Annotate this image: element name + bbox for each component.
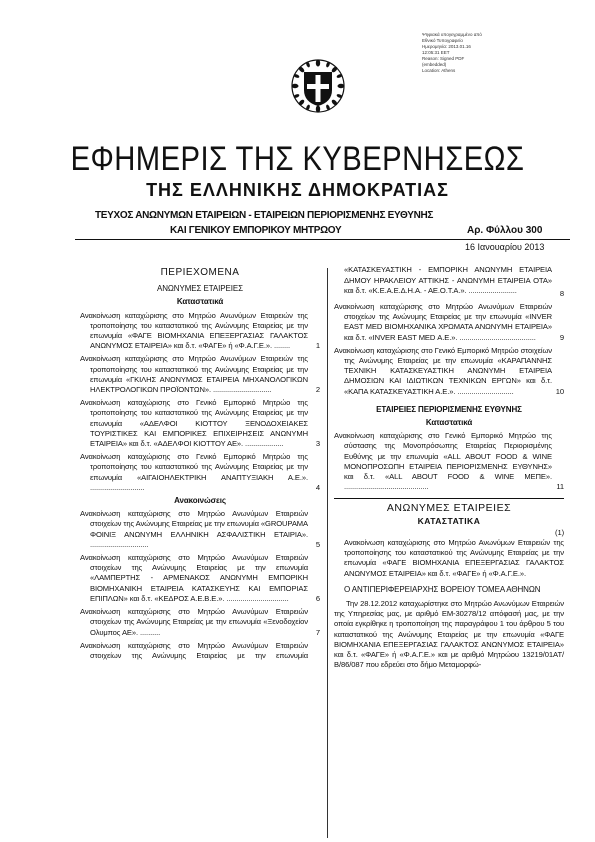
toc-ltd-statutes-heading: Καταστατικά [425,418,473,428]
sheet-number: Αρ. Φύλλου 300 [467,225,543,236]
toc-statutes-heading: Καταστατικά [176,297,224,307]
toc-announcements-heading: Ανακοινώσεις [174,496,226,506]
section-title: ΑΝΩΝΥΜΕΣ ΕΤΑΙΡΕΙΕΣ [386,502,512,515]
item-number: (1) [555,527,564,537]
toc-ltd-heading: ΕΤΑΙΡΕΙΕΣ ΠΕΡΙΟΡΙΣΜΕΝΗΣ ΕΥΘΥΝΗΣ [376,404,522,414]
section-subtitle: ΚΑΤΑΣΤΑΤΙΚΑ [417,515,481,526]
toc-entry-partial[interactable]: Ανακοίνωση καταχώρισης στο Μητρώο Ανωνύμων Εταιρειών στοιχείων της Ανώνυμης Εταιρείας με την επωνυμία [80,640,308,660]
coat-of-arms-emblem [290,58,346,114]
toc-entry[interactable]: Ανακοίνωση καταχώρισης στο Μητρώο Ανωνύμων Εταιρειών της τροποποίησης του καταστατικού της Ανώνυμης Εταιρείας με την επωνυμία «ΦΑΓΕ ΒΙΟΜΗΧΑΝΙΑ ΕΠΕΞΕΡΓΑΣΙΑΣ ΓΑΛΑΚΤΟΣ ΑΝΩΝΥΜΟΣ ΕΤΑΙΡΕΙΑ» και δ.τ. «ΦΑΓΕ» ή «Φ.Α.Γ.Ε.». ........ 1 [80,310,320,351]
authority-heading: Ο ΑΝΤΙΠΕΡΙΦΕΡΕΙΑΡΧΗΣ ΒΟΡΕΙΟΥ ΤΟΜΕΑ ΑΘΗΝΩΝ [344,584,541,594]
toc-entry[interactable]: Ανακοίνωση καταχώρισης στο Γενικό Εμπορικό Μητρώο της τροποποίησης του καταστατικού της Ανώνυμης Εταιρείας με την επωνυμία «ΑΔΕΛΦΟΙ ΚΙΟΤΤΟΥ ΞΕΝΟΔΟΧΕΙΑΚΕΣ ΤΟΥΡΙΣΤΙΚΕΣ ΚΑΙ ΕΜΠΟΡΙΚΕΣ ΕΠΙΧΕΙΡΗΣΕΙΣ ΑΝΩΝΥΜΗ ΕΤΑΙΡΕΙΑ» και δ.τ. «ΑΔΕΛΦΟΙ ΚΙΟΤΤΟΥ ΑΕ». ................... 3 [80,398,320,449]
issue-date: 16 Ιανουαρίου 2013 [465,242,545,252]
toc-title: ΠΕΡΙΕΧΟΜΕΝΑ [160,267,240,278]
toc-entry[interactable]: Ανακοίνωση καταχώρισης στο Γενικό Εμπορικό Μητρώο στοιχείων της Ανώνυμης Εταιρείας με την επωνυμία «ΚΑΡΑΠΑΝΝΗΣ ΤΕΧΝΙΚΗ ΚΑΤΑΣΚΕΥΑΣΤΙΚΗ ΑΝΩΝΥΜΗ ΕΤΑΙΡΕΙΑ ΔΗΜΟΣΙΩΝ ΚΑΙ ΙΔΙΩΤΙΚΩΝ ΤΕΧΝΙΚΩΝ ΕΡΓΩΝ» και δ.τ. «ΚΑΠΑ ΚΑΤΑΣΚΕΥΑΣΤΙΚΗ Α.Ε.». ............................ 10 [334,345,564,396]
right-column [334,267,564,673]
toc-entry[interactable]: Ανακοίνωση καταχώρισης στο Μητρώο Ανωνύμων Εταιρειών στοιχείων της Ανώνυμης Εταιρείας με την επωνυμία «INVER EAST MED ΒΙΟΜΗΧΑΝΙΚΑ ΧΡΩΜΑΤΑ ΑΝΩΝΥΜΗ ΕΤΑΙΡΕΙΑ» και δ.τ. «INVER EAST MED Α.Ε.». ...................................... 9 [334,302,564,342]
gazette-subtitle: ΤΗΣ ΕΛΛΗΝΙΚΗΣ ΔΗΜΟΚΡΑΤΙΑΣ [146,180,449,200]
toc-sa-heading: ΑΝΩΝΥΜΕΣ ΕΤΑΙΡΕΙΕΣ [157,284,243,294]
header-rule [75,239,570,240]
toc-entry-continued[interactable]: «ΚΑΤΑΣΚΕΥΑΣΤΙΚΗ - ΕΜΠΟΡΙΚΗ ΑΝΩΝΥΜΗ ΕΤΑΙΡΕΙΑ ΔΗΜΟΥ ΗΡΑΚΛΕΙΟΥ ΑΤΤΙΚΗΣ - ΑΝΩΝΥΜΗ ΕΤΑΙΡΕΙΑ ΟΤΑ» και δ.τ. «Κ.Ε.Α.Ε.Δ.Η.Α. - ΑΕ.Ο.Τ.Α.». ........................ 8 [344,267,564,298]
body-paragraph: Την 28.12.2012 καταχωρίστηκε στο Μητρώο Ανωνύμων Εταιρειών της Υπηρεσίας μας, με αριθμό ΕΜ-30278/12 απόφασή μας, με την οποία εγκρίθηκε η τροποποίηση της παραγράφου 1 του άρθρου 5 του καταστατικού της Ανώνυμης Εταιρείας με την επωνυμία «ΦΑΓΕ ΒΙΟΜΗΧΑΝΙΑ ΕΠΕΞΕΡΓΑΣΙΑΣ ΓΑΛΑΚΤΟΣ ΑΝΩΝΥΜΟΣ ΕΤΑΙΡΕΙΑ» και δ.τ. «ΦΑΓΕ» ή «Φ.Α.Γ.Ε.» και με αριθμό Μητρώου 13219/01ΑΤ/Β/86/087 που εδρεύει στο δήμο Μεταμορφώ- [334,599,564,670]
toc-entry[interactable]: Ανακοίνωση καταχώρισης στο Μητρώο Ανωνύμων Εταιρειών στοιχείων της Ανώνυμης Εταιρείας με την επωνυμία «ΛΑΜΠΕΡΤΗΣ - ΑΡΜΕΝΑΚΟΣ ΑΝΩΝΥΜΗ ΕΜΠΟΡΙΚΗ ΒΙΟΜΗΧΑΝΙΚΗ ΕΤΑΙΡΕΙΑ ΚΑΤΑΣΚΕΥΗΣ ΚΑΙ ΕΜΠΟΡΙΑΣ ΕΠΙΠΛΩΝ» και δ.τ. «ΚΕΔΡΟΣ Α.Ε.Β.Ε.». ............................... 6 [80,553,320,603]
toc-left-column [80,268,320,666]
issue-type-line2: ΚΑΙ ΓΕΝΙΚΟΥ ΕΜΠΟΡΙΚΟΥ ΜΗΤΡΩΟΥ [170,225,342,236]
column-divider [327,268,328,838]
gazette-title: ΕΦΗΜΕΡΙΣ ΤΗΣ ΚΥΒΕΡΝΗΣΕΩΣ [70,140,525,178]
toc-entry[interactable]: Ανακοίνωση καταχώρισης στο Γενικό Εμπορικό Μητρώο της σύστασης της Μονοπρόσωπης Εταιρείας Περιορισμένης Ευθύνης με την επωνυμία «ALL ABOUT FOOD & WINE ΜΟΝΟΠΡΟΣΩΠΗ ΕΤΑΙΡΕΙΑ ΠΕΡΙΟΡΙΣΜΕΝΗΣ ΕΥΘΥΝΗΣ» και δ.τ. «ALL ABOUT FOOD & WINE ΜΕΠΕ». .......................................... 11 [334,431,564,492]
toc-entry[interactable]: Ανακοίνωση καταχώρισης στο Μητρώο Ανωνύμων Εταιρειών στοιχείων της Ανώνυμης Εταιρείας με την επωνυμία «GROUPAMA ΦΟΙΝΙΞ ΑΝΩΝΥΜΗ ΕΛΛΗΝΙΚΗ ΑΣΦΑΛΙΣΤΙΚΗ ΕΤΑΙΡΙΑ». ............................. 5 [80,509,320,549]
item-title: Ανακοίνωση καταχώρισης στο Μητρώο Ανωνύμων Εταιρειών της τροποποίησης του καταστατικού της Ανώνυμης Εταιρείας με την επωνυμία «ΦΑΓΕ ΒΙΟΜΗΧΑΝΙΑ ΕΠΕΞΕΡΓΑΣΙΑΣ ΓΑΛΑΚΤΟΣ ΑΝΩΝΥΜΟΣ ΕΤΑΙΡΕΙΑ» και δ.τ. «ΦΑΓΕ» ή «Φ.Α.Γ.Ε.». [344,538,564,578]
toc-entry[interactable]: Ανακοίνωση καταχώρισης στο Μητρώο Ανωνύμων Εταιρειών στοιχείων της Ανώνυμης Εταιρείας με την επωνυμία «Ξενοδοχείον Ολυμπος ΑΕ». .......... 7 [80,607,320,637]
section-rule [334,498,564,499]
toc-entry[interactable]: Ανακοίνωση καταχώρισης στο Μητρώο Ανωνύμων Εταιρειών της τροποποίησης του καταστατικού της Ανώνυμης Εταιρείας με την επωνυμία «ΓΚΙΛΗΣ ΑΝΩΝΥΜΟΣ ΕΤΑΙΡΕΙΑ ΜΗΧΑΝΟΛΟΓΙΚΩΝ ΗΛΕΚΤΡΟΛΟΓΙΚΩΝ ΠΡΟΪΟΝΤΩΝ». ............................. 2 [80,354,320,395]
toc-entry[interactable]: Ανακοίνωση καταχώρισης στο Γενικό Εμπορικό Μητρώο της τροποποίησης του καταστατικού της Ανώνυμης Εταιρείας με την επωνυμία «ΑΙΓΑΙΟΗΛΕΚΤΡΙΚΗ ΑΝΑΠΤΥΞΙΑΚΗ Α.Ε.». ........................... 4 [80,452,320,492]
issue-type-line1: ΤΕΥΧΟΣ ΑΝΩΝΥΜΩΝ ΕΤΑΙΡΕΙΩΝ - ΕΤΑΙΡΕΙΩΝ ΠΕΡΙΟΡΙΣΜΕΝΗΣ ΕΥΘΥΝΗΣ [95,210,434,221]
digital-signature-stamp: Ψηφιακά υπογεγραμμένο από Εθνικό Τυπογραφείο Ημερομηνία: 2013.01.16 12:05:31 EET Reason: Signed PDF (embedded) Location: Athens [422,32,482,73]
